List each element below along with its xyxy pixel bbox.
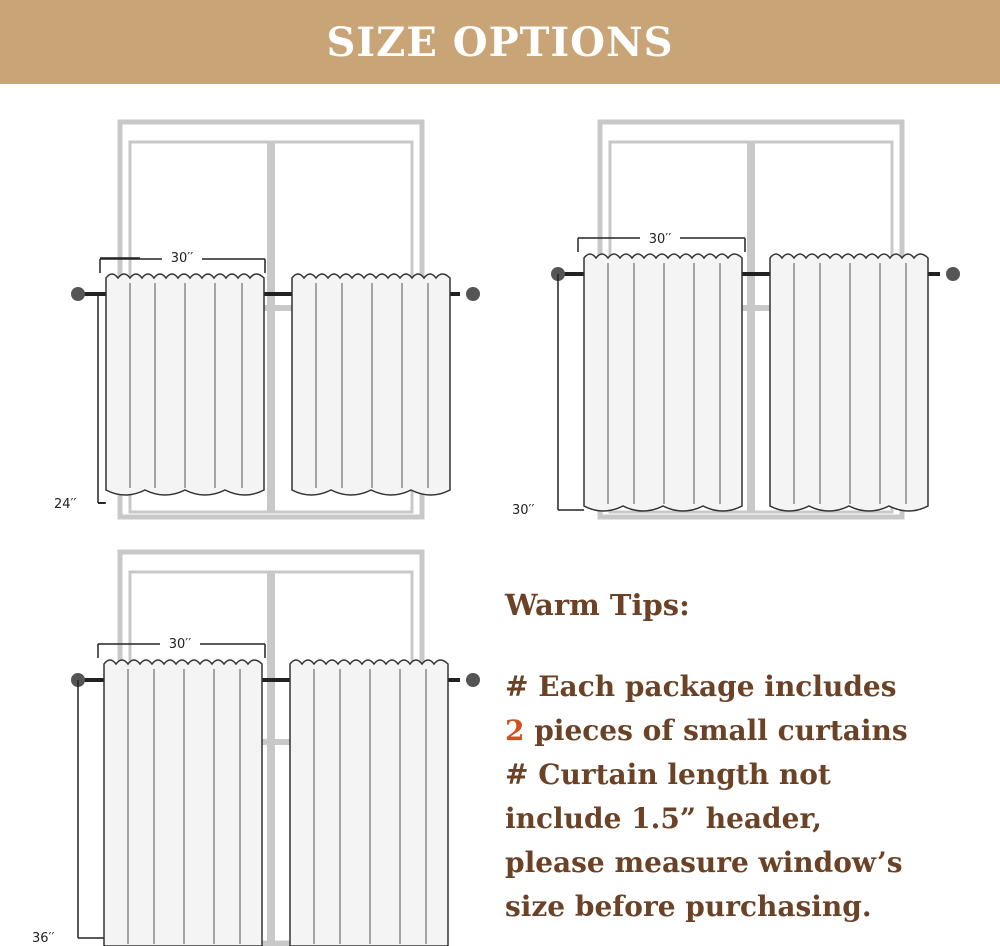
warm-tips: [505, 588, 995, 929]
rod-finial-right: [466, 287, 480, 301]
curtain-diagram-30-svg: [512, 118, 960, 528]
tip-line-3: # Curtain length not: [505, 757, 831, 791]
length-label: 36′′: [32, 931, 55, 946]
rod-finial-left: [71, 287, 85, 301]
rod-finial-right: [946, 267, 960, 281]
length-label: 30′′: [512, 503, 535, 518]
tip-line-6: size before purchasing.: [505, 889, 872, 923]
tip-line-4: include 1.5” header,: [505, 801, 822, 835]
piece-count: 2: [505, 713, 525, 747]
curtain-diagram-30: [512, 118, 960, 528]
width-label: 30′′: [168, 637, 192, 652]
length-label: 24′′: [54, 497, 77, 512]
size-options-banner: [0, 0, 1000, 84]
curtain-diagram-36: [32, 548, 480, 946]
tip-line-5: please measure window’s: [505, 845, 903, 879]
width-label: 30′′: [648, 232, 672, 247]
tip-line-2: [505, 709, 995, 753]
warm-tips-title: Warm Tips:: [505, 588, 690, 622]
tip-line-2-text: pieces of small curtains: [524, 713, 908, 747]
curtain-diagram-24-svg: [54, 118, 480, 528]
curtain-diagram-36-svg: [32, 548, 480, 946]
banner-title: SIZE OPTIONS: [326, 18, 674, 66]
rod-finial-right: [466, 673, 480, 687]
curtain-diagram-24: [54, 118, 480, 528]
tip-line-1: # Each package includes: [505, 669, 897, 703]
width-label: 30′′: [170, 251, 194, 266]
